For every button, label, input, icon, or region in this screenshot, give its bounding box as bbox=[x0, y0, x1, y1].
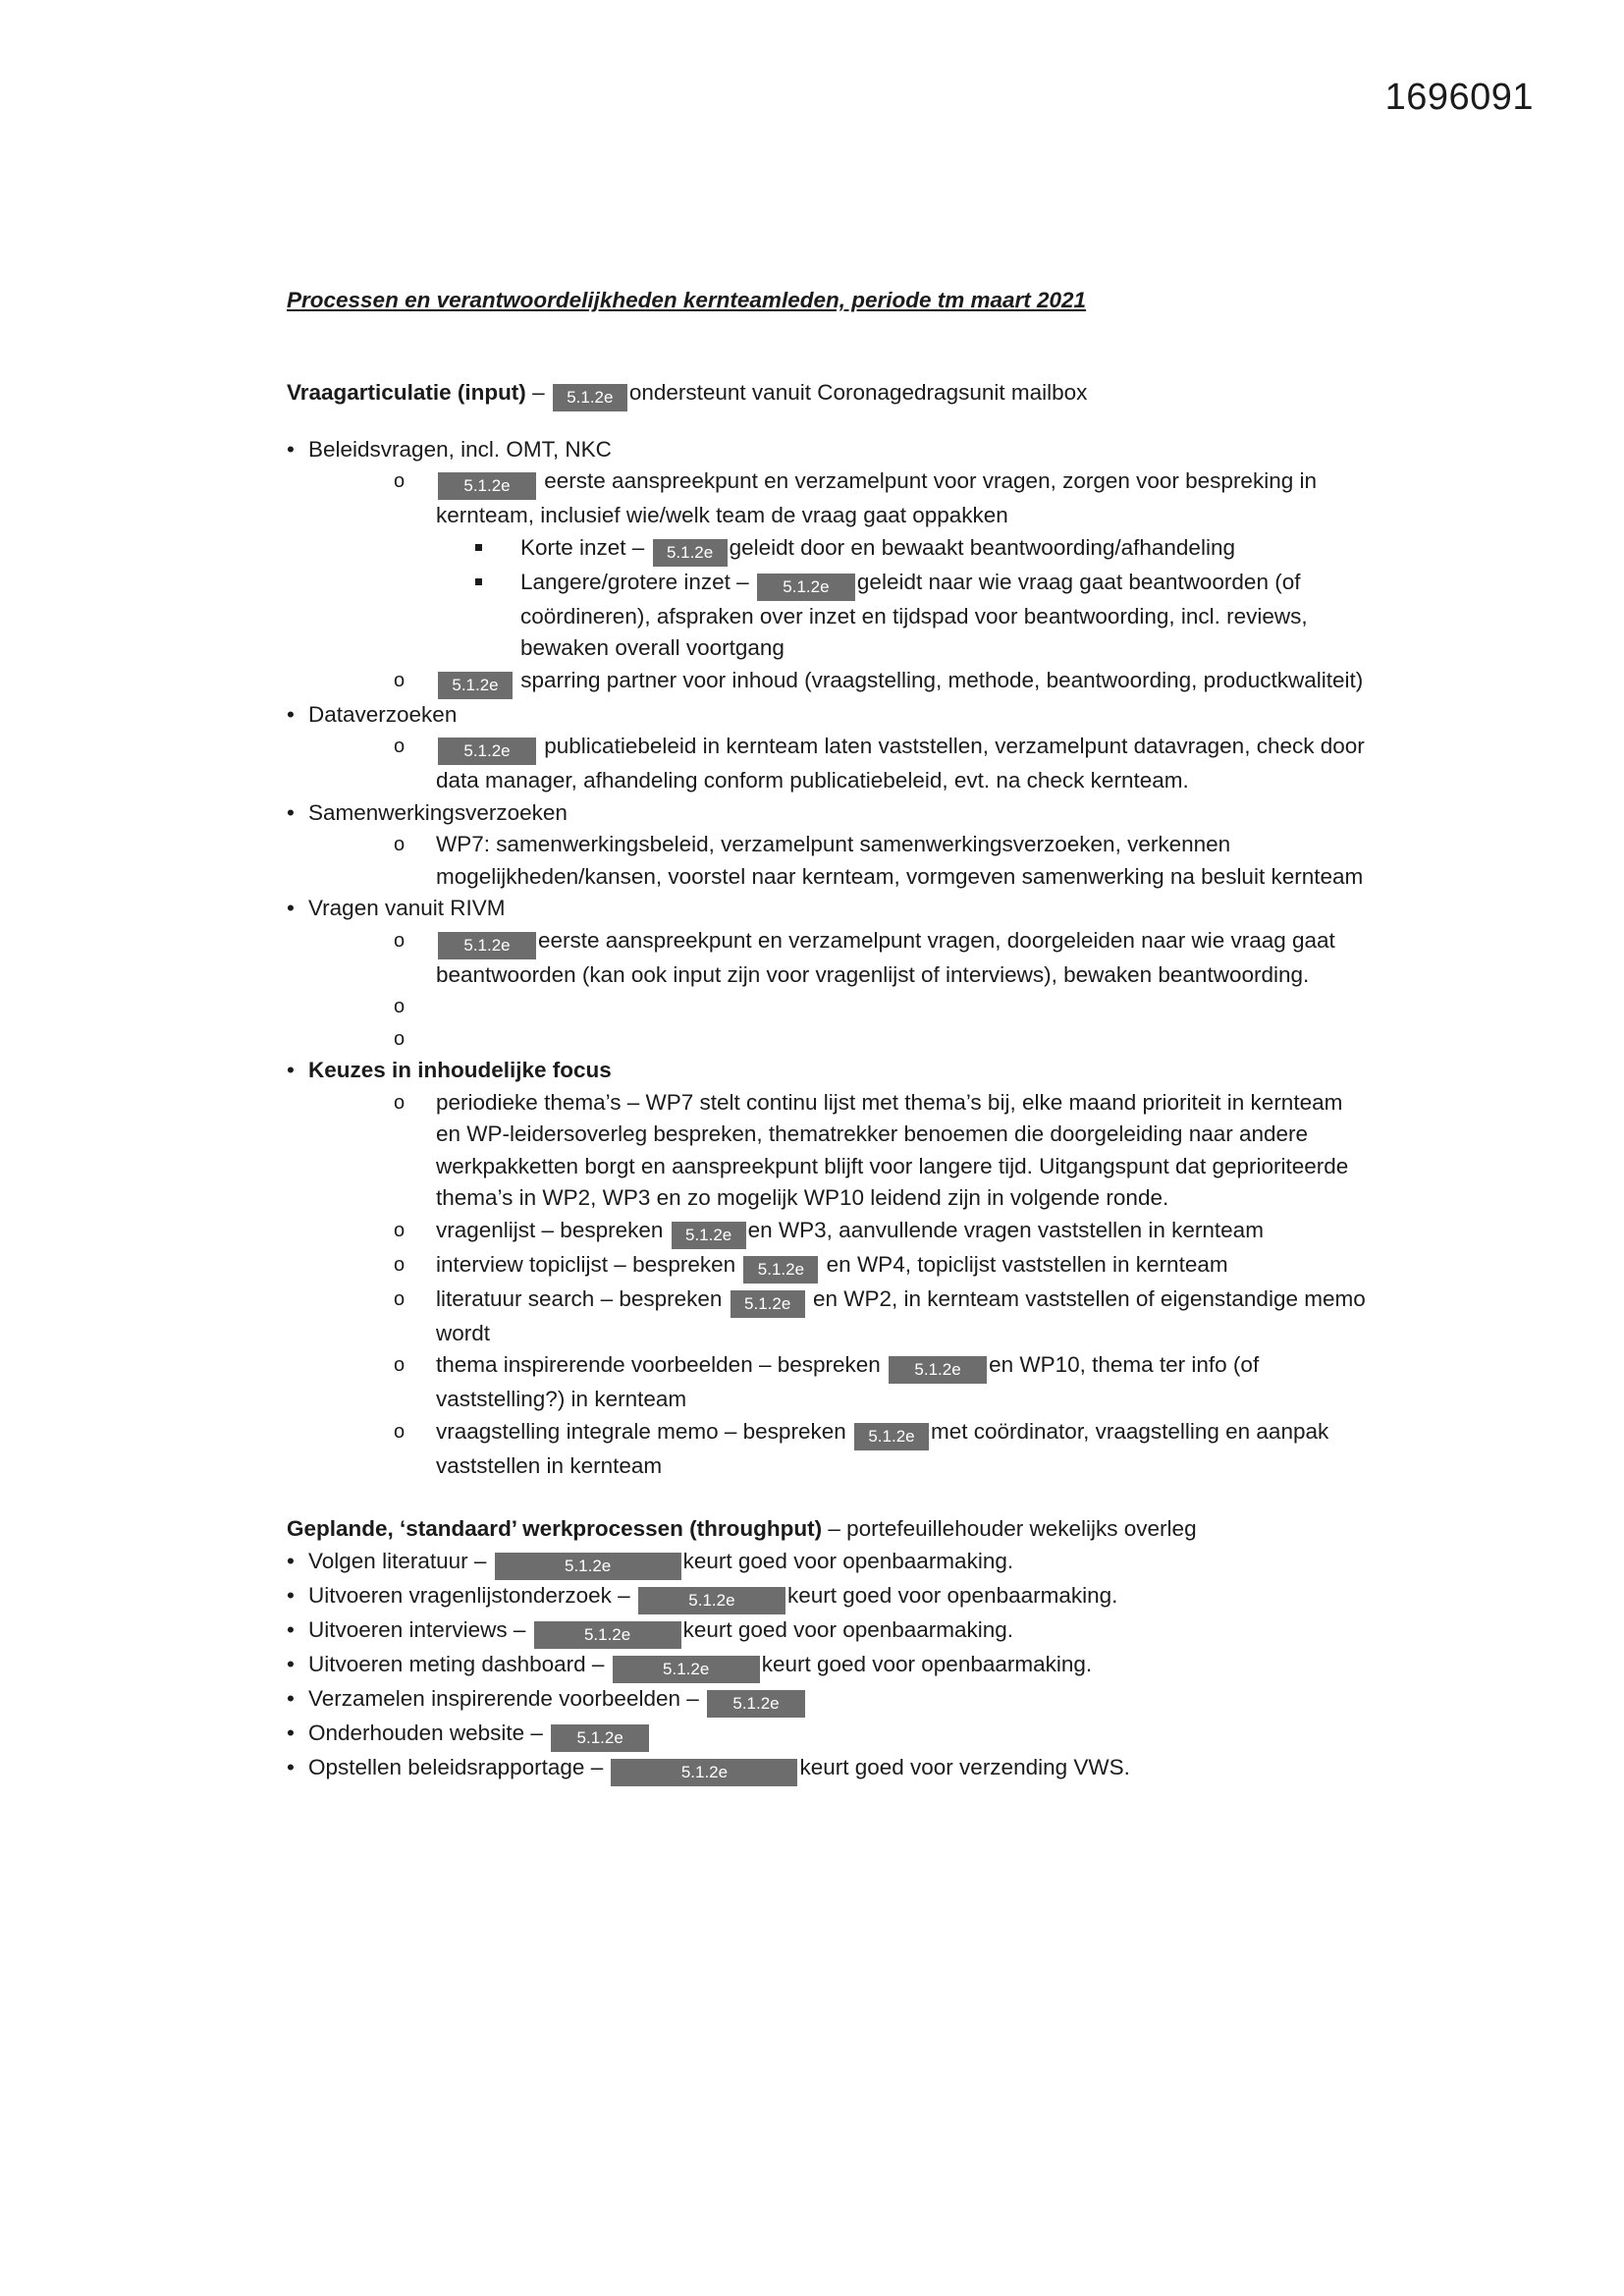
list-item: • Onderhouden website – 5.1.2e bbox=[287, 1718, 1367, 1752]
empty-sub-item bbox=[308, 1023, 1367, 1056]
sub-item: o interview topiclijst – bespreken 5.1.2e en WP4, topiclijst vaststellen in kernteam bbox=[308, 1249, 1367, 1284]
list-item: • Verzamelen inspirerende voorbeelden – 5.1.2e bbox=[287, 1683, 1367, 1718]
list-item-samenwerkingsverzoeken: • Samenwerkingsverzoeken o WP7: samenwerkingsbeleid, verzamelpunt samenwerkingsverzoeken, verkennen mogelijkheden/kansen, voorstel naar kernteam, vormgeven samenwerking na besluit kernteam bbox=[287, 797, 1367, 894]
redaction-box: 5.1.2e bbox=[653, 539, 728, 567]
throughput-section-heading: Geplande, ‘standaard’ werkprocessen (throughput) – portefeuillehouder wekelijks overleg bbox=[287, 1516, 1197, 1541]
list-item: • Uitvoeren meting dashboard – 5.1.2e keurt goed voor openbaarmaking. bbox=[287, 1649, 1367, 1683]
list-item-vragen-rivm: • Vragen vanuit RIVM o 5.1.2e eerste aanspreekpunt en verzamelpunt vragen, doorgeleiden naar wie vraag gaat beantwoorden (kan ook input zijn voor vragenlijst of interviews), bewaken beantwoording. o o bbox=[287, 893, 1367, 1055]
document-number: 1696091 bbox=[1384, 77, 1534, 118]
input-list bbox=[287, 434, 1367, 1483]
sub-item: o 5.1.2e eerste aanspreekpunt en verzamelpunt vragen, doorgeleiden naar wie vraag gaat beantwoorden (kan ook input zijn voor vragenlijst of interviews), bewaken beantwoording. bbox=[308, 925, 1367, 992]
sub-item: o thema inspirerende voorbeelden – bespreken 5.1.2e en WP10, thema ter info (of vaststelling?) in kernteam bbox=[308, 1349, 1367, 1416]
redaction-box: 5.1.2e bbox=[438, 738, 536, 765]
redaction-box: 5.1.2e bbox=[672, 1222, 746, 1249]
sub-item: o vraagstelling integrale memo – bespreken 5.1.2e met coördinator, vraagstelling en aanpak vaststellen in kernteam bbox=[308, 1416, 1367, 1483]
sub-item: o 5.1.2e eerste aanspreekpunt en verzamelpunt voor vragen, zorgen voor bespreking in kernteam, inclusief wie/welk team de vraag gaat oppakken Korte inzet – 5.1.2e geleidt door en bewaakt beantwoording/afhandeling Langere/grotere inzet – 5.1.2e geleidt naar wie vraag gaat beantwoorden (of coördineren), afspraken over inzet en tijdspad voor beantwoording, incl. reviews, bewaken overall voortgang bbox=[308, 465, 1367, 665]
list-item: • Uitvoeren interviews – 5.1.2e keurt goed voor openbaarmaking. bbox=[287, 1614, 1367, 1649]
throughput-list bbox=[287, 1546, 1367, 1786]
redaction-box: 5.1.2e bbox=[438, 932, 536, 959]
redaction-box: 5.1.2e bbox=[638, 1587, 785, 1614]
redaction-box: 5.1.2e bbox=[613, 1656, 760, 1683]
list-item: • Volgen literatuur – 5.1.2e keurt goed voor openbaarmaking. bbox=[287, 1546, 1367, 1580]
sub-item: o vragenlijst – bespreken 5.1.2e en WP3, aanvullende vragen vaststellen in kernteam bbox=[308, 1215, 1367, 1249]
sub-sub-item: Langere/grotere inzet – 5.1.2e geleidt naar wie vraag gaat beantwoorden (of coördineren), afspraken over inzet en tijdspad voor beantwoording, incl. reviews, bewaken overall voortgang bbox=[436, 567, 1367, 665]
redaction-box: 5.1.2e bbox=[889, 1356, 987, 1384]
sub-item: o literatuur search – bespreken 5.1.2e en WP2, in kernteam vaststellen of eigenstandige memo wordt bbox=[308, 1284, 1367, 1350]
redaction-box: 5.1.2e bbox=[743, 1256, 818, 1284]
sub-sub-item: Korte inzet – 5.1.2e geleidt door en bewaakt beantwoording/afhandeling bbox=[436, 532, 1367, 567]
list-item: • Opstellen beleidsrapportage – 5.1.2e keurt goed voor verzending VWS. bbox=[287, 1752, 1367, 1786]
page-title: Processen en verantwoordelijkheden kernteamleden, periode tm maart 2021 bbox=[287, 288, 1087, 312]
redaction-box: 5.1.2e bbox=[854, 1423, 929, 1450]
sub-item: o 5.1.2e sparring partner voor inhoud (vraagstelling, methode, beantwoording, productkwaliteit) bbox=[308, 665, 1367, 699]
list-item-keuzes: • Keuzes in inhoudelijke focus o periodieke thema’s – WP7 stelt continu lijst met thema’s bij, elke maand prioriteit in kernteam en WP-leidersoverleg bespreken, thematrekker benoemen die doorgeleiding naar andere werkpakketten borgt en aanspreekpunt blijft voor langere tijd. Uitgangspunt dat geprioriteerde thema’s in WP2, WP3 en zo mogelijk WP10 leidend zijn in volgende ronde. o vragenlijst – bespreken 5.1.2e en WP3, aanvullende vragen vaststellen in kernteam o interview topiclijst – bespreken 5.1.2e en WP4, topiclijst vaststellen in kernteam o literatuur search – bespreken 5.1.2e en WP2, in kernteam vaststellen of eigenstandige memo wordt o thema inspirerende voorbeelden – bespreken 5.1.2e en WP10, thema ter info (of vaststelling?) in kernteam o vraagstelling integrale memo – bespreken 5.1.2e met coördinator, vraagstelling en aanpak vaststellen in kernteam bbox=[287, 1055, 1367, 1482]
redaction-box: 5.1.2e bbox=[553, 384, 627, 411]
redaction-box: 5.1.2e bbox=[438, 472, 536, 500]
redaction-box: 5.1.2e bbox=[495, 1553, 681, 1580]
list-item: • Uitvoeren vragenlijstonderzoek – 5.1.2e keurt goed voor openbaarmaking. bbox=[287, 1580, 1367, 1614]
redaction-box: 5.1.2e bbox=[551, 1724, 649, 1752]
redaction-box: 5.1.2e bbox=[757, 574, 855, 601]
sub-item: o 5.1.2e publicatiebeleid in kernteam laten vaststellen, verzamelpunt datavragen, check door data manager, afhandeling conform publicatiebeleid, evt. na check kernteam. bbox=[308, 731, 1367, 797]
sub-item: o WP7: samenwerkingsbeleid, verzamelpunt samenwerkingsverzoeken, verkennen mogelijkheden/kansen, voorstel naar kernteam, vormgeven samenwerking na besluit kernteam bbox=[308, 829, 1367, 893]
sub-item-themas: o periodieke thema’s – WP7 stelt continu lijst met thema’s bij, elke maand prioriteit in kernteam en WP-leidersoverleg bespreken, thematrekker benoemen die doorgeleiding naar andere werkpakketten borgt en aanspreekpunt blijft voor langere tijd. Uitgangspunt dat geprioriteerde thema’s in WP2, WP3 en zo mogelijk WP10 leidend zijn in volgende ronde. bbox=[308, 1087, 1367, 1215]
redaction-box: 5.1.2e bbox=[611, 1759, 797, 1786]
document-body bbox=[287, 285, 1367, 1786]
redaction-box: 5.1.2e bbox=[731, 1290, 805, 1318]
input-section-heading: Vraagarticulatie (input) – 5.1.2e ondersteunt vanuit Coronagedragsunit mailbox bbox=[287, 377, 1367, 411]
empty-sub-item bbox=[308, 991, 1367, 1023]
list-item-dataverzoeken: • Dataverzoeken o 5.1.2e publicatiebeleid in kernteam laten vaststellen, verzamelpunt datavragen, check door data manager, afhandeling conform publicatiebeleid, evt. na check kernteam. bbox=[287, 699, 1367, 797]
redaction-box: 5.1.2e bbox=[707, 1690, 805, 1718]
redaction-box: 5.1.2e bbox=[534, 1621, 681, 1649]
input-heading-label: Vraagarticulatie (input) bbox=[287, 379, 526, 405]
list-item-beleidsvragen: • Beleidsvragen, incl. OMT, NKC o 5.1.2e eerste aanspreekpunt en verzamelpunt voor vragen, zorgen voor bespreking in kernteam, inclusief wie/welk team de vraag gaat oppakken Korte inzet – 5.1.2e geleidt door en bewaakt beantwoording/afhandeling Langere/grotere inzet – 5.1.2e geleidt naar wie vraag gaat beantwoorden (of coördineren), afspraken over inzet en tijdspad voor beantwoording, incl. reviews, bewaken overall voortgang o 5.1.2e sparring partner voor inhoud (vraagstelling, methode, beantwoording, productkwaliteit) bbox=[287, 434, 1367, 699]
redaction-box: 5.1.2e bbox=[438, 672, 513, 699]
